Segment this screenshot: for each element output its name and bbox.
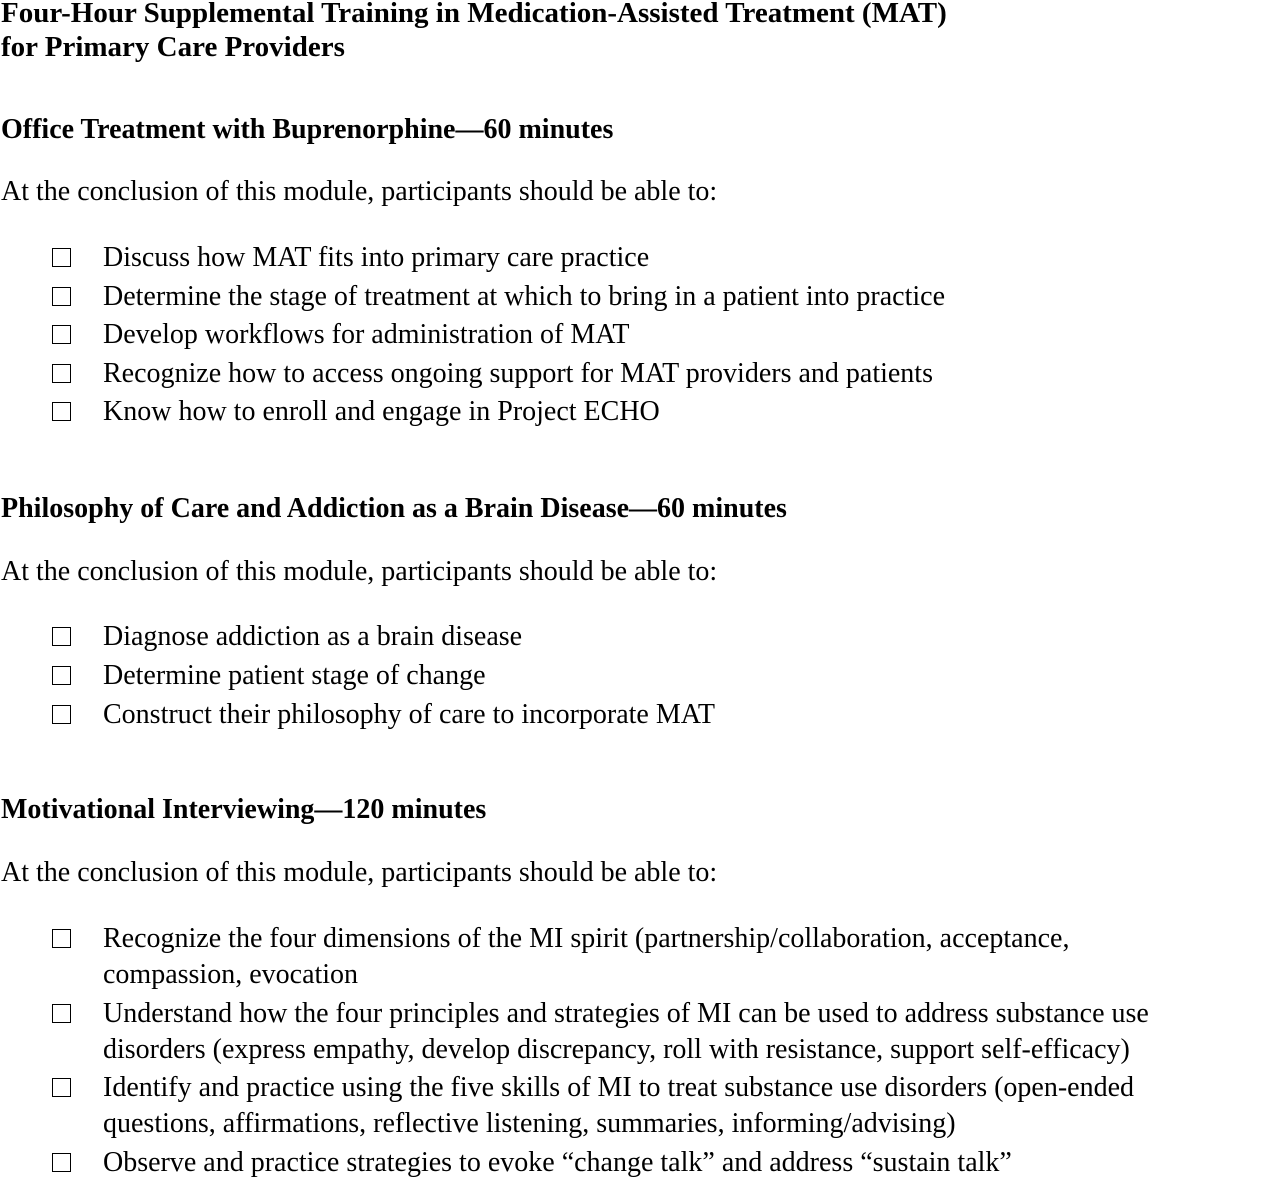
checkbox-icon <box>52 1004 71 1023</box>
document-title-line-2: for Primary Care Providers <box>1 31 345 63</box>
objective-text <box>103 1070 1280 1142</box>
checkbox-icon <box>52 1078 71 1097</box>
checkbox-icon <box>52 287 71 306</box>
objective-text: Discuss how MAT fits into primary care practice <box>103 242 650 273</box>
module-2-objective-3 <box>52 697 1280 733</box>
objective-text-line-1: Recognize the four dimensions of the MI spirit (partnership/collaboration, acceptance, <box>103 923 1070 954</box>
module-1-objective-3 <box>52 317 1280 353</box>
document-title-line-1: Four-Hour Supplemental Training in Medication-Assisted Treatment (MAT) <box>1 0 947 29</box>
module-1-objective-2 <box>52 279 1280 315</box>
checkbox-icon <box>52 666 71 685</box>
objective-text-line-2: disorders (express empathy, develop discrepancy, roll with resistance, support self-efficacy) <box>103 1034 1130 1065</box>
module-2-heading: Philosophy of Care and Addiction as a Brain Disease—60 minutes <box>1 493 787 524</box>
module-1-objective-4 <box>52 356 1280 392</box>
objective-text: Determine the stage of treatment at which to bring in a patient into practice <box>103 281 946 312</box>
module-2-objective-2 <box>52 658 1280 694</box>
module-1-intro: At the conclusion of this module, participants should be able to: <box>1 176 718 207</box>
module-1-objective-5 <box>52 394 1280 430</box>
objective-text: Diagnose addiction as a brain disease <box>103 621 523 652</box>
module-3-objective-4 <box>52 1145 1280 1181</box>
module-3-objective-2 <box>52 996 1280 1068</box>
objective-text-line-1: Identify and practice using the five skills of MI to treat substance use disorders (open-ended <box>103 1072 1135 1103</box>
checkbox-icon <box>52 929 71 948</box>
module-3-objective-1 <box>52 921 1280 993</box>
checkbox-icon <box>52 627 71 646</box>
objective-text-line-1: Understand how the four principles and strategies of MI can be used to address substance use <box>103 998 1149 1029</box>
objective-text-line-1: Observe and practice strategies to evoke “change talk” and address “sustain talk” <box>103 1147 1012 1178</box>
checkbox-icon <box>52 705 71 724</box>
objective-text: Develop workflows for administration of MAT <box>103 319 630 350</box>
checkbox-icon <box>52 325 71 344</box>
objective-text: Know how to enroll and engage in Project ECHO <box>103 396 660 427</box>
objective-text-line-2: questions, affirmations, reflective listening, summaries, informing/advising) <box>103 1108 956 1139</box>
module-3-heading: Motivational Interviewing—120 minutes <box>1 794 487 825</box>
objective-text: Determine patient stage of change <box>103 660 486 691</box>
checkbox-icon <box>52 248 71 267</box>
module-3-objective-3 <box>52 1070 1280 1142</box>
module-1-objective-1 <box>52 240 1280 276</box>
module-3-intro: At the conclusion of this module, participants should be able to: <box>1 857 718 888</box>
module-2-objective-1 <box>52 619 1280 655</box>
document-title <box>1 0 947 64</box>
objective-text <box>103 921 1280 993</box>
module-2-intro: At the conclusion of this module, participants should be able to: <box>1 556 718 587</box>
objective-text <box>103 996 1280 1068</box>
objective-text <box>103 1145 1280 1181</box>
objective-text-line-2: compassion, evocation <box>103 959 359 990</box>
checkbox-icon <box>52 364 71 383</box>
objective-text: Recognize how to access ongoing support for MAT providers and patients <box>103 358 933 389</box>
checkbox-icon <box>52 402 71 421</box>
module-1-heading: Office Treatment with Buprenorphine—60 minutes <box>1 114 614 145</box>
objective-text: Construct their philosophy of care to incorporate MAT <box>103 699 715 730</box>
checkbox-icon <box>52 1153 71 1172</box>
